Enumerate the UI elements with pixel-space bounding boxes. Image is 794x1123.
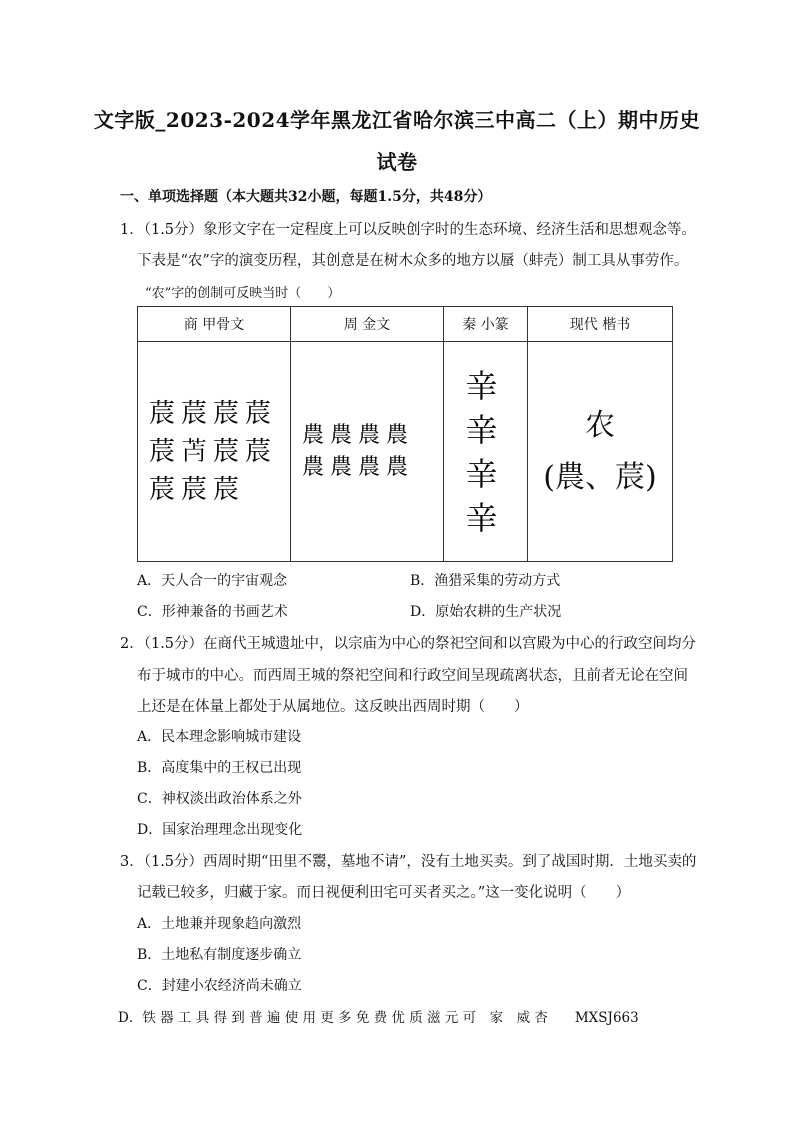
q1-option-b[interactable]: B．渔猎采集的劳动方式 — [410, 573, 561, 589]
bronze-glyphs: 農農農農農農農農 — [302, 422, 415, 480]
section-heading: 一、单项选择题（本大题共32小题，每题1.5分，共48分） — [120, 189, 492, 205]
q2-option-c[interactable]: C．神权淡出政治体系之外 — [137, 791, 302, 807]
header-regular: 现代 楷书 — [528, 307, 673, 342]
cell-seal-glyphs — [444, 342, 528, 562]
q2-option-d[interactable]: D．国家治理理念出现变化 — [137, 822, 303, 838]
q2-stem-line1: 2．（1.5分）在商代王城遗址中，以宗庙为中心的祭祀空间和以宫殿为中心的行政空间均分 — [120, 636, 697, 652]
cell-oracle-glyphs — [138, 342, 291, 562]
seal-script-glyphs: 𨐌𨐌𨐌𨐌 — [465, 366, 504, 537]
header-oracle: 商 甲骨文 — [138, 307, 291, 342]
q1-option-a[interactable]: A．天人合一的宇宙观念 — [137, 573, 288, 589]
q2-option-b[interactable]: B．高度集中的王权已出现 — [137, 760, 302, 776]
cell-bronze-glyphs — [291, 342, 444, 562]
q3-option-d[interactable]: D．铁 器 工 具 得 到 普 遍 使 用 更 多 免 费 优 质 滋 元 可 家 威 杏 MXSJ663 — [118, 1010, 639, 1026]
exam-title-line2: 试卷 — [376, 150, 418, 174]
q1-option-c[interactable]: C．形神兼备的书画艺术 — [137, 604, 288, 620]
cell-modern-glyphs — [528, 342, 673, 562]
q3-stem-line1: 3．（1.5分）西周时期“田里不鬻，墓地不请”，没有土地买卖。到了战国时期．土地买卖的 — [120, 854, 697, 870]
exam-title: 文字版_2023-2024学年黑龙江省哈尔滨三中高二（上）期中历史 — [93, 108, 701, 132]
q3-stem-line2: 记载已较多，归藏于家。而日视便利田宅可买者买之。”这一变化说明（ ） — [137, 885, 631, 901]
q1-stem-line1: 1．（1.5分）象形文字在一定程度上可以反映创字时的生态环境、经济生活和思想观念等。 — [120, 222, 697, 238]
oracle-bone-glyphs: 莀莀莀莀莀𦬿莀莀莀莀莀 — [149, 398, 278, 505]
q1-option-d[interactable]: D．原始农耕的生产状况 — [410, 604, 562, 620]
q3-option-c[interactable]: C．封建小农经济尚未确立 — [137, 978, 302, 994]
q2-option-a[interactable]: A．民本理念影响城市建设 — [137, 729, 302, 745]
q2-stem-line3: 上还是在体量上都处于从属地位。这反映出西周时期（ ） — [137, 699, 529, 715]
q3-option-b[interactable]: B．土地私有制度逐步确立 — [137, 947, 302, 963]
q1-stem-line2: 下表是“农”字的演变历程，其创意是在树木众多的地方以蜃（蚌壳）制工具从事劳作。 — [137, 253, 689, 269]
character-evolution-table — [137, 306, 673, 562]
q1-stem-line3: “农”字的创制可反映当时（ ） — [145, 286, 341, 301]
q2-stem-line2: 布于城市的中心。而西周王城的祭祀空间和行政空间呈现疏离状态，且前者无论在空间 — [137, 668, 688, 684]
header-bronze: 周 金文 — [291, 307, 444, 342]
q3-option-a[interactable]: A．土地兼并现象趋向激烈 — [137, 916, 302, 932]
modern-variants: (農、莀) — [543, 459, 657, 495]
header-seal: 秦 小篆 — [444, 307, 528, 342]
modern-character: 农 — [585, 407, 615, 443]
